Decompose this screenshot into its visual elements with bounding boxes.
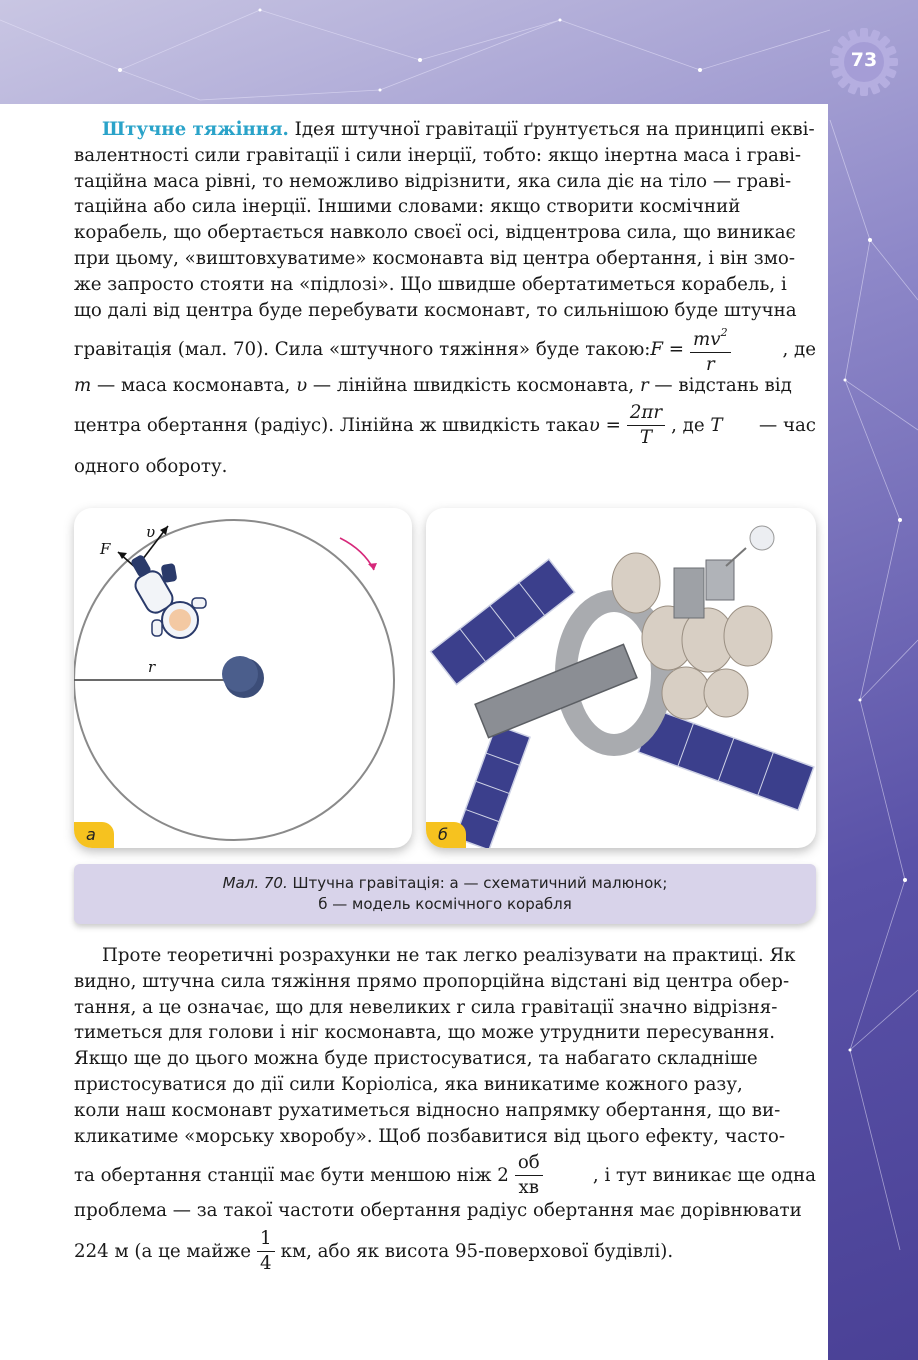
text-line: кликатиме «морську хворобу». Щоб позбавитися від цього ефекту, часто- — [74, 1125, 786, 1147]
figure-caption — [74, 864, 816, 924]
formula-force-line: гравітація (мал. 70). Сила «штучного тяжіння» буде такою: F = $\frac{mv^2}{r}$ , де — [74, 322, 816, 376]
caption-prefix: Мал. 70. — [222, 874, 288, 892]
panel-label-b: б — [426, 822, 466, 848]
text-line: Якщо ще до цього можна буде пристосуватися, та набагато складніше — [74, 1048, 758, 1070]
caption-line: Мал. 70. Штучна гравітація: а — схематичний малюнок; — [222, 874, 668, 892]
radius-label: r — [148, 658, 156, 676]
text-line: таційна або сила інерції. Іншими словами: якщо створити космічний — [74, 196, 741, 218]
figure-panel-b — [426, 508, 816, 848]
solar-panel — [455, 725, 530, 848]
figure-panel-a — [74, 508, 412, 848]
frequency-line: та обертання станції має бути меншою ніж 2 $\frac{об}{хв}$ , і тут виникає ще одна — [74, 1152, 816, 1198]
text-line: при цьому, «виштовхуватиме» космонавта від центра обертання, і він змо- — [74, 247, 795, 269]
solar-panel — [638, 709, 813, 810]
text-line: одного обороту. — [74, 456, 228, 477]
antenna-dish — [750, 526, 774, 550]
variables-line: m — маса космонавта, υ — лінійна швидкість космонавта, r — відстань від — [74, 375, 792, 396]
quarter-fraction: $\frac{1}{4}$ — [257, 1228, 275, 1275]
astronaut-icon — [130, 554, 206, 638]
text-line: Штучне тяжіння. Ідея штучної гравітації ґрунтується на принципі еквi- — [102, 119, 815, 140]
caption-line: б — модель космічного корабля — [318, 895, 572, 913]
spaceship-model-image — [426, 508, 816, 848]
section-heading: Штучне тяжіння. — [102, 119, 289, 140]
paragraph-practical-issues — [74, 943, 816, 1149]
formula-lhs: F = — [650, 338, 685, 360]
formula-velocity-line: центра обертання (радіус). Лінійна ж швидкість така υ = $\frac{2\pi r}{T}$ , де T — час — [74, 402, 816, 448]
inflatable-modules — [612, 553, 772, 719]
paragraph-artificial-gravity — [74, 117, 816, 323]
text-line: валентності сили гравітації і сили інерції, тобто: якщо інертна маса і грaві- — [74, 144, 802, 166]
text-line: таційна маса рівні, то неможливо відрізнити, яка сила діє на тіло — грaві- — [74, 170, 792, 192]
quarter-km-line: 224 м (а це майже $\frac{1}{4}$ км, або як висота 95-поверхової будівлі). — [74, 1228, 674, 1274]
formula-velocity-fraction: $\frac{2\pi r}{T}$ — [627, 402, 665, 449]
formula-force-fraction: $\frac{mv^2}{r}$ — [690, 322, 731, 376]
text-line: пристосуватися до дії сили Коріоліса, яка виникатиме кожного разу, — [74, 1073, 743, 1095]
rotation-diagram — [74, 508, 412, 848]
text-line: тання, а це означає, що для невеликих r сила гравітації значно відрізня- — [74, 996, 778, 1018]
panel-label-a: а — [74, 822, 114, 848]
page-number: 73 — [850, 49, 878, 71]
text-line: Проте теоретичні розрахунки не так легко реалізувати на практиці. Як — [102, 945, 796, 966]
text-line: же запросто стояти на «підлозі». Що швидше обертатиметься корабель, і — [74, 273, 787, 295]
text-line: видно, штучна сила тяжіння прямо пропорційна відстані від центра обер- — [74, 970, 790, 992]
solar-panel — [431, 559, 575, 684]
text-line: корабель, що обертається навколо своєї осі, відцентрова сила, що виникає — [74, 222, 796, 244]
text-line: тиметься для голови і ніг космонавта, що може утруднити пересування. — [74, 1022, 776, 1044]
frequency-fraction: $\frac{об}{хв}$ — [515, 1152, 543, 1199]
velocity-label: υ — [146, 523, 156, 541]
text-line: проблема — за такої частоти обертання радіус обертання має дорівнювати — [74, 1200, 802, 1221]
force-label: F — [100, 540, 111, 558]
text-line: що далі від центра буде перебувати космонавт, то сильнішою буде штучна — [74, 299, 797, 321]
text-line: коли наш космонавт рухатиметься відносно напрямку обертання, що ви- — [74, 1099, 781, 1121]
